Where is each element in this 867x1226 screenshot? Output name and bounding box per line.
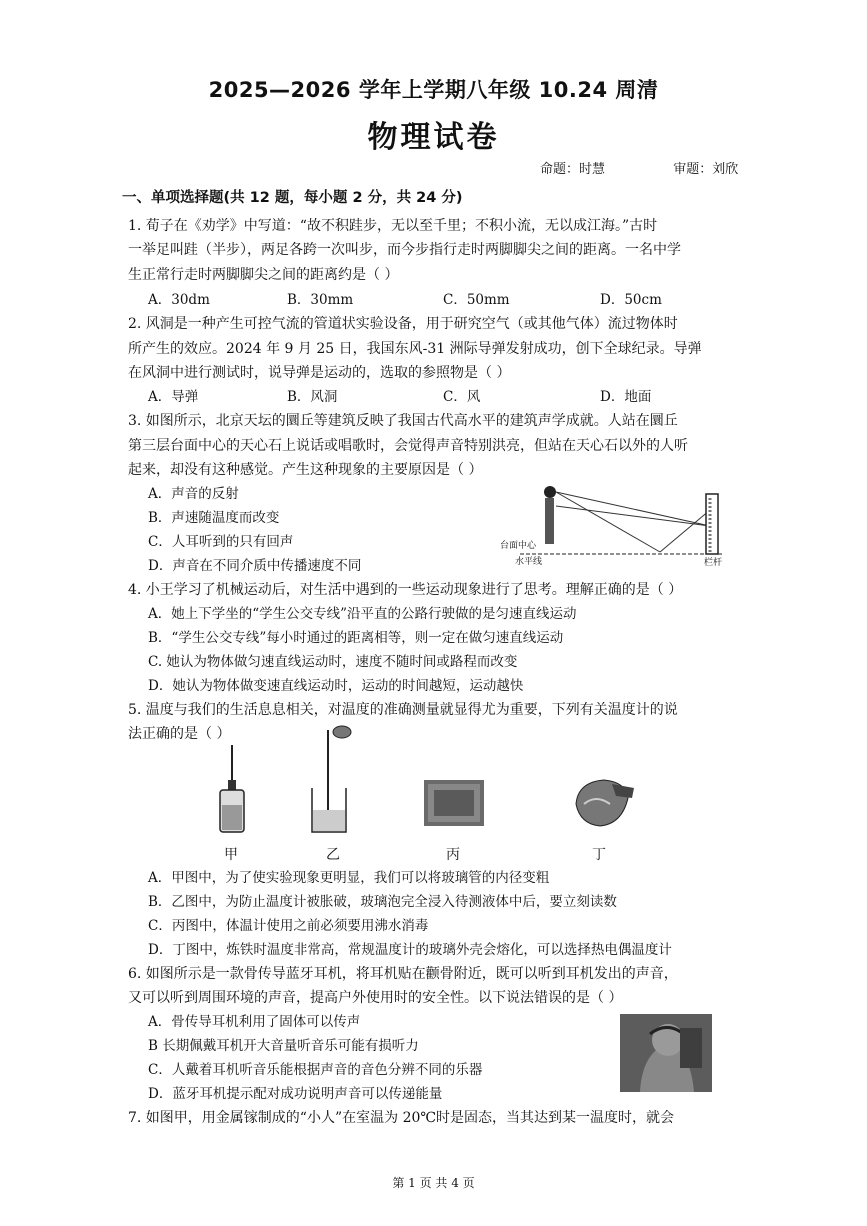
setter-label: 命题：时慧 (540, 162, 606, 177)
q3-option-b: B．声速随温度而改变 (148, 510, 280, 526)
q1-option-a: A．30dm (148, 292, 210, 308)
q5-figure-ding (566, 774, 636, 834)
fig-label-rail: 栏杆 (704, 558, 723, 568)
q5-label-bing: 丙 (446, 847, 460, 863)
q5-option-a: A．甲图中，为了使实验现象更明显，我们可以将玻璃管的内径变粗 (148, 870, 550, 886)
q5-label-ding: 丁 (592, 847, 606, 863)
page-footer: 第 1 页 共 4 页 (392, 1176, 475, 1190)
q5-label-jia: 甲 (224, 847, 238, 863)
q3-option-a: A．声音的反射 (148, 486, 239, 502)
section-heading: 一、单项选择题(共 12 题，每小题 2 分，共 24 分) (122, 190, 463, 206)
q4-line: 4. 小王学习了机械运动后，对生活中遇到的一些运动现象进行了思考。理解正确的是（ ） (128, 582, 683, 598)
q5-figure-bing (424, 780, 484, 826)
q5-option-c: C．丙图中，体温计使用之前必须要用沸水消毒 (148, 918, 429, 934)
q5-option-b: B．乙图中，为防止温度计被胀破，玻璃泡完全浸入待测液体中后，要立刻读数 (148, 894, 617, 910)
q2-option-c: C．风 (443, 389, 481, 405)
q3-line: 起来，却没有这种感觉。产生这种现象的主要原因是（ ） (128, 462, 483, 478)
q5-figure-jia (212, 745, 252, 835)
q4-option-b: B．“学生公交专线”每小时通过的距离相等，则一定在做匀速直线运动 (148, 630, 564, 646)
q6-line: 又可以听到周围环境的声音，提高户外使用时的安全性。以下说法错误的是（ ） (128, 990, 623, 1006)
q6-option-c: C．人戴着耳机听音乐能根据声音的音色分辨不同的乐器 (148, 1062, 483, 1078)
q3-line: 第三层台面中心的天心石上说话或唱歌时，会觉得声音特别洪亮，但站在天心石以外的人听 (128, 438, 688, 454)
q2-line: 所产生的效应。2024 年 9 月 25 日，我国东风-31 洲际导弹发射成功，创下全球纪录。导弹 (128, 341, 702, 357)
q1-option-b: B．30mm (287, 292, 354, 308)
q5-option-d: D．丁图中，炼铁时温度非常高，常规温度计的玻璃外壳会熔化，可以选择热电偶温度计 (148, 942, 672, 958)
q7-line: 7. 如图甲，用金属镓制成的“小人”在室温为 20℃时是固态，当其达到某一温度时，就会 (128, 1110, 675, 1126)
exam-authors (540, 158, 738, 177)
sound-ray (556, 492, 660, 552)
q3-option-c: C．人耳听到的只有回声 (148, 534, 294, 550)
q5-line: 5. 温度与我们的生活息息相关，对温度的准确测量就显得尤为重要，下列有关温度计的说 (128, 702, 678, 718)
person-body-icon (545, 498, 554, 544)
person-head-icon (544, 486, 556, 498)
q5-label-yi: 乙 (326, 847, 340, 863)
railing-icon (706, 494, 718, 554)
q3-option-d: D．声音在不同介质中传播速度不同 (148, 558, 362, 574)
q1-line: 生正常行走时两脚脚尖之间的距离约是（ ） (128, 267, 399, 283)
q1-option-c: C．50mm (443, 292, 510, 308)
q1-option-d: D．50cm (600, 292, 662, 308)
q3-line: 3. 如图所示，北京天坛的圜丘等建筑反映了我国古代高水平的建筑声学成就。人站在圜丘 (128, 413, 678, 429)
q2-option-a: A．导弹 (148, 389, 199, 405)
fig-label-center: 台面中心 (500, 541, 537, 551)
q6-option-d: D．蓝牙耳机提示配对成功说明声音可以传递能量 (148, 1086, 443, 1102)
q1-line: 1. 荀子在《劝学》中写道：“故不积跬步，无以至千里；不积小流，无以成江海。”古时 (128, 218, 658, 234)
q1-line: 一举足叫跬（半步），两足各跨一次叫步，而今步指行走时两脚脚尖之间的距离。一名中学 (128, 242, 681, 258)
q5-figure-yi (308, 722, 353, 835)
q6-option-a: A．骨传导耳机利用了固体可以传声 (148, 1014, 361, 1030)
q2-option-b: B．风洞 (287, 389, 338, 405)
exam-title: 2025—2026 学年上学期八年级 10.24 周清 (208, 78, 659, 102)
q4-option-d: D．她认为物体做变速直线运动时，运动的时间越短，运动越快 (148, 678, 524, 694)
reviewer-label: 审题：刘欣 (673, 162, 739, 177)
q4-option-a: A．她上下学坐的“学生公交专线”沿平直的公路行驶做的是匀速直线运动 (148, 606, 577, 622)
q6-option-b: B 长期佩戴耳机开大音量听音乐可能有损听力 (148, 1038, 419, 1054)
q6-earphone-photo (620, 1014, 712, 1092)
exam-subject: 物理试卷 (367, 120, 500, 155)
fig-label-level: 水平线 (515, 557, 543, 567)
q6-line: 6. 如图所示是一款骨传导蓝牙耳机，将耳机贴在颧骨附近，既可以听到耳机发出的声音， (128, 966, 678, 982)
q5-line: 法正确的是（ ） (128, 726, 231, 742)
q2-line: 2. 风洞是一种产生可控气流的管道状实验设备，用于研究空气（或其他气体）流过物体时 (128, 316, 678, 332)
q4-option-c: C. 她认为物体做匀速直线运动时，速度不随时间或路程而改变 (148, 654, 518, 670)
q2-option-d: D．地面 (600, 389, 652, 405)
q2-line: 在风洞中进行测试时，说导弹是运动的，选取的参照物是（ ） (128, 365, 511, 381)
q3-figure (500, 480, 730, 568)
